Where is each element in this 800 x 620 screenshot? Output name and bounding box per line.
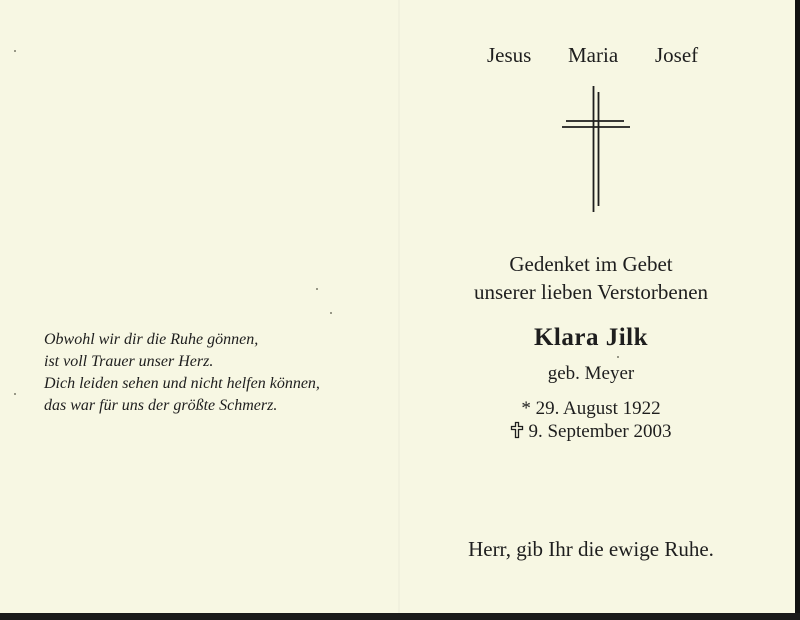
memorial-poem: [44, 329, 374, 417]
commemoration-text: [430, 250, 752, 306]
paper-speck: [14, 393, 16, 395]
closing-prayer: Herr, gib Ihr die ewige Ruhe.: [468, 537, 714, 561]
birth-date: * 29. August 1922: [521, 398, 661, 419]
paper-speck: [617, 356, 619, 358]
poem-line: Dich leiden sehen und nicht helfen können,: [44, 375, 320, 392]
commemoration-line-1: Gedenket im Gebet: [509, 252, 673, 276]
holy-name-maria: Maria: [568, 43, 619, 67]
holy-name-josef: Josef: [655, 43, 699, 67]
death-date: 9. September 2003: [528, 421, 672, 442]
poem-line: Obwohl wir dir die Ruhe gönnen,: [44, 331, 259, 348]
cross-icon: [558, 84, 634, 216]
paper-speck: [14, 50, 16, 52]
paper-speck: [330, 312, 332, 314]
maiden-name: geb. Meyer: [547, 363, 635, 384]
paper-speck: [316, 288, 318, 290]
holy-name-jesus: Jesus: [487, 43, 532, 67]
death-cross-icon: [510, 421, 524, 439]
scan-border-right: [795, 0, 800, 620]
poem-line: ist voll Trauer unser Herz.: [44, 353, 214, 370]
scan-border-bottom: [0, 613, 800, 620]
death-date-line: [430, 420, 752, 443]
card-fold: [398, 0, 400, 613]
poem-line: das war für uns der größte Schmerz.: [44, 397, 278, 414]
commemoration-line-2: unserer lieben Verstorbenen: [473, 280, 709, 304]
deceased-name: Klara Jilk: [533, 324, 649, 351]
